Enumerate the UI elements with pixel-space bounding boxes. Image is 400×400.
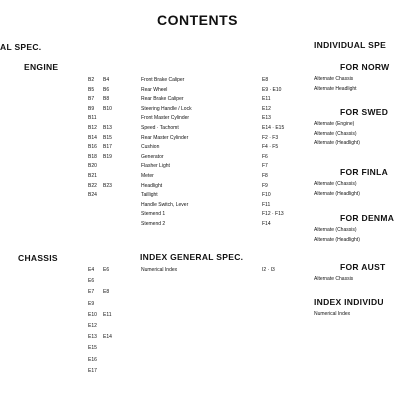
list-item-ref: B24	[88, 192, 97, 199]
list-item-ref: B7	[88, 96, 95, 103]
list-item-ref: B6	[103, 86, 110, 93]
list-item	[314, 180, 400, 188]
list-item	[88, 288, 128, 296]
list-item-label: Stemend 1	[141, 211, 166, 218]
list-item-ref: E15	[88, 345, 97, 352]
list-item-label: Alternate (Engine)	[314, 121, 355, 127]
list-item-ref: E8	[262, 77, 269, 83]
list-item-ref: B11	[88, 115, 97, 122]
list-item-label: Taillight	[141, 192, 158, 199]
list-item-ref: F10	[262, 192, 271, 199]
list-item-ref: F2 · F3	[262, 134, 279, 141]
list-item	[88, 134, 128, 142]
list-item-label: Alternate Headlight	[314, 85, 357, 92]
list-item-ref: B13	[103, 125, 112, 131]
list-item	[88, 114, 128, 122]
list-item-label: Alternate (Headlight)	[314, 190, 360, 197]
list-item	[314, 226, 400, 234]
list-item-ref: E9	[88, 300, 95, 307]
list-item-label: Numerical Index	[314, 311, 351, 317]
list-item	[88, 191, 128, 199]
list-item-ref: B17	[103, 144, 112, 151]
list-item	[88, 182, 128, 190]
list-item-ref: E13	[262, 115, 271, 122]
chassis-heading: CHASSIS	[18, 253, 58, 263]
list-item-ref: E17	[88, 367, 97, 374]
list-item-ref: B19	[103, 153, 112, 160]
list-item-ref: B8	[103, 96, 110, 103]
list-item	[88, 76, 128, 84]
section-heading: FOR AUST	[340, 262, 386, 272]
list-item-ref: E11	[262, 96, 271, 103]
list-item-ref: E11	[103, 311, 112, 318]
list-item-ref: E16	[88, 356, 97, 363]
list-item	[88, 344, 128, 352]
list-item	[141, 210, 301, 218]
list-item-ref: B10	[103, 105, 112, 112]
list-item-ref: B2	[88, 77, 95, 83]
list-item	[314, 130, 400, 138]
section-heading: FOR DENMA	[340, 213, 395, 223]
list-item-ref: B18	[88, 153, 97, 160]
list-item	[88, 143, 128, 151]
list-item	[88, 172, 128, 180]
list-item-ref: E6	[88, 278, 95, 285]
list-item-label: Steering Handle / Lock	[141, 105, 192, 112]
list-item-label: Stemend 2	[141, 221, 166, 227]
list-item-ref: E13	[88, 334, 97, 341]
list-item-ref: B5	[88, 86, 95, 93]
list-item-ref: B4	[103, 77, 110, 83]
list-item	[141, 114, 301, 122]
index-general-spec-heading: INDEX GENERAL SPEC.	[140, 252, 244, 262]
list-item	[88, 277, 128, 285]
list-item-label: Rear Master Cylinder	[141, 134, 189, 141]
list-item-ref: E9 · E10	[262, 86, 282, 93]
list-item-label: Rear Wheel	[141, 86, 168, 93]
list-item-ref: E12	[88, 323, 97, 329]
list-item-ref: B15	[103, 134, 112, 141]
list-item	[88, 124, 128, 132]
list-item	[314, 236, 400, 244]
individual-spec-heading: INDIVIDUAL SPE	[314, 40, 387, 50]
list-item	[141, 266, 296, 274]
list-item-label: Rear Brake Caliper	[141, 96, 184, 103]
list-item	[88, 322, 128, 330]
section-heading: FOR FINLA	[340, 167, 389, 177]
list-item	[88, 153, 128, 161]
list-item-label: Meter	[141, 173, 154, 179]
list-item-ref: B9	[88, 105, 95, 112]
list-item-label: Alternate (Chassis)	[314, 227, 357, 233]
list-item-label: Alternate (Chassis)	[314, 181, 357, 187]
list-item-ref: F7	[262, 163, 268, 170]
list-item	[141, 162, 301, 170]
list-item-ref: E10	[88, 311, 97, 318]
list-item	[88, 266, 128, 274]
section-heading: FOR SWED	[340, 107, 389, 117]
list-item-label: Alternate (Chassis)	[314, 130, 357, 137]
list-item-label: Speed · Tachomt	[141, 125, 179, 131]
list-item-label: Alternate (Headlight)	[314, 140, 360, 147]
list-item-ref: F8	[262, 173, 268, 179]
list-item-ref: F9	[262, 182, 268, 189]
list-item-label: Flasher Light	[141, 163, 170, 170]
list-item-label: Headlight	[141, 182, 163, 189]
list-item-label: Alternate Chassis	[314, 76, 354, 82]
section-heading: FOR NORW	[340, 62, 390, 72]
list-item-label: Generator	[141, 153, 164, 160]
list-item-ref: B20	[88, 163, 97, 170]
list-item-ref: E4	[88, 267, 95, 273]
list-item	[141, 172, 301, 180]
list-item-ref: E14	[103, 334, 112, 341]
list-item	[314, 190, 400, 198]
list-item	[141, 220, 301, 228]
list-item-ref: F6	[262, 153, 268, 160]
list-item	[141, 153, 301, 161]
list-item	[314, 139, 400, 147]
list-item-ref: E14 · E15	[262, 125, 285, 131]
list-item	[314, 75, 400, 83]
engine-heading: ENGINE	[24, 62, 59, 72]
list-item-ref: F12 · F13	[262, 211, 284, 218]
list-item	[141, 86, 301, 94]
list-item	[141, 95, 301, 103]
page-title: CONTENTS	[157, 12, 238, 28]
list-item-ref: B16	[88, 144, 97, 151]
general-spec-heading: AL SPEC.	[0, 42, 42, 52]
list-item	[141, 134, 301, 142]
list-item	[314, 310, 400, 318]
list-item-ref: F11	[262, 201, 271, 208]
list-item	[141, 124, 301, 132]
list-item	[88, 311, 128, 319]
list-item	[88, 333, 128, 341]
list-item-ref: F14	[262, 221, 271, 227]
list-item-label: Numerical Index	[141, 267, 178, 273]
list-item-ref: E6	[103, 267, 110, 273]
list-item-ref: I2 · I3	[262, 267, 275, 273]
list-item	[88, 86, 128, 94]
list-item	[141, 76, 301, 84]
list-item-label: Alternate Chassis	[314, 276, 354, 282]
list-item	[141, 191, 301, 199]
list-item	[141, 182, 301, 190]
list-item-ref: E12	[262, 105, 271, 112]
list-item-label: Handle Switch, Lever	[141, 201, 189, 208]
list-item	[141, 201, 301, 209]
list-item-ref: E7	[88, 289, 95, 296]
list-item	[88, 300, 128, 308]
list-item-ref: E8	[103, 289, 110, 296]
list-item	[88, 162, 128, 170]
list-item	[314, 85, 400, 93]
list-item	[88, 367, 128, 375]
list-item-ref: B14	[88, 134, 97, 141]
list-item-label: Cushion	[141, 144, 160, 151]
list-item-label: Front Master Cylinder	[141, 115, 190, 122]
list-item	[141, 143, 301, 151]
list-item	[141, 105, 301, 113]
section-heading: INDEX INDIVIDU	[314, 297, 384, 307]
list-item-ref: B22	[88, 182, 97, 189]
list-item	[88, 105, 128, 113]
list-item-ref: B23	[103, 182, 112, 189]
list-item	[314, 275, 400, 283]
list-item-label: Front Brake Caliper	[141, 77, 185, 83]
list-item	[314, 120, 400, 128]
list-item-label: Alternate (Headlight)	[314, 236, 360, 243]
list-item	[88, 95, 128, 103]
list-item-ref: B12	[88, 125, 97, 131]
list-item	[88, 356, 128, 364]
list-item-ref: B21	[88, 173, 97, 179]
list-item-ref: F4 · F5	[262, 144, 279, 151]
